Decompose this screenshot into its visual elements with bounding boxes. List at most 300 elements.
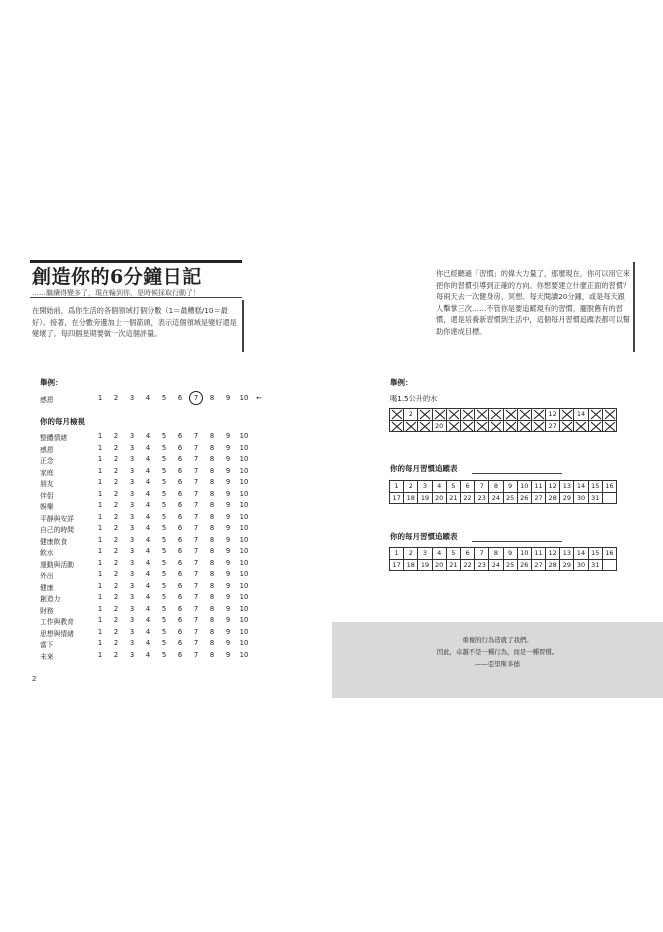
score-option: 5 [161,443,167,452]
score-option: 9 [225,512,231,521]
review-category: 正念 [40,457,54,465]
review-row [40,605,270,617]
score-option: 7 [193,443,199,452]
tracker-day-cell: 5 [446,481,460,493]
score-option: 2 [113,524,119,532]
tracker-day-cell: 1 [390,481,404,493]
tracker-title-2: 你的每月習慣追蹤表 [390,532,458,541]
checked-day-cell [560,420,574,432]
score-option: 5 [161,639,167,647]
review-category: 感恩 [40,445,54,454]
score-option: 10 [239,616,249,624]
score-option: 1 [97,432,103,440]
score-option: 1 [97,650,103,659]
score-option: 4 [145,616,151,624]
review-row [40,536,270,548]
page-number: 2 [32,675,37,683]
score-option: 1 [97,535,103,544]
review-row [40,490,270,502]
tracker-day-cell: 19 [418,559,432,571]
tracker-day-cell: 29 [560,492,574,504]
score-option: 1 [97,478,103,486]
score-option: 5 [161,524,167,532]
score-option: 4 [145,478,151,486]
score-option: 9 [225,627,231,636]
tracker-day-cell: 27 [531,492,545,504]
score-option: 7 [193,627,199,636]
review-category: 伴侶 [40,491,54,500]
score-option: 6 [177,616,183,624]
cross-mark-icon [561,409,573,420]
score-option: 5 [161,432,167,440]
score-option: 5 [161,650,167,659]
score-option: 5 [161,489,167,498]
score-option: 7 [193,455,199,463]
circled-score: 7 [191,394,201,402]
score-option: 4 [145,466,151,475]
score-option: 4 [145,604,151,613]
score-option: 10 [239,650,249,659]
tracker-day-cell: 20 [432,559,446,571]
score-option: 10 [239,604,249,613]
score-option: 3 [129,489,135,498]
cross-mark-icon [462,409,474,420]
score-option: 10 [239,524,249,532]
review-row [40,547,270,559]
checked-day-cell [475,420,489,432]
score-option: 4 [145,535,151,544]
intro-text: 在開始前，爲你生活的各個領域打個分數（1＝最糟糕/10＝最好）。接著，在分數旁邊加上一個箭頭，表示這個領域是變好還是變壞了。每四個星期要做一次這個評量。 [32,306,237,338]
score-option: 1 [97,627,103,636]
score-option: 10 [239,501,249,509]
score-option: 9 [225,616,231,624]
score-option: 6 [177,547,183,555]
score-option: 5 [161,501,167,509]
score-option: 3 [129,443,135,452]
tracker-day-cell: 30 [574,492,588,504]
score-option: 3 [129,616,135,624]
score-option: 10 [239,512,249,521]
score-option: 8 [209,547,215,555]
score-option: 6 [177,535,183,544]
review-category: 飲水 [40,549,54,557]
score-option: 5 [161,455,167,463]
cross-mark-icon [462,421,474,432]
score-option: 4 [145,581,151,590]
score-option: 6 [177,581,183,590]
cross-mark-icon [505,421,517,432]
score-option: 3 [129,639,135,647]
score-option: 9 [225,501,231,509]
checked-day-cell [602,420,616,432]
cross-mark-icon [590,409,602,420]
score-option: 8 [209,443,215,452]
tracker-day-cell: 26 [517,559,531,571]
score-option: 3 [129,650,135,659]
score-option: 3 [129,455,135,463]
score-option: 9 [225,581,231,590]
score-option: 2 [113,466,119,475]
tracker-day-cell: 7 [475,481,489,493]
review-row [40,570,270,582]
review-category: 平靜與安詳 [40,514,74,523]
score-option: 4 [145,524,151,532]
score-option: 7 [193,501,199,509]
score-option: 7 [193,547,199,555]
score-option: 2 [113,535,119,544]
cross-mark-icon [533,421,545,432]
tracker-day-cell: 22 [460,559,474,571]
score-option: 2 [113,443,119,452]
review-row [40,593,270,605]
review-category: 自己的時間 [40,526,74,534]
score-option: 2 [113,489,119,498]
checked-day-cell [489,420,503,432]
score-option: 1 [97,466,103,475]
cross-mark-icon [505,409,517,420]
habit-tracker-table-2 [389,547,617,571]
tracker-day-cell: 15 [588,548,602,560]
cross-mark-icon [405,421,417,432]
checked-day-cell [560,409,574,421]
score-option: 10 [239,443,249,452]
tracker-day-cell: 13 [560,481,574,493]
score-option: 8 [209,558,215,567]
tracker-day-cell: 31 [588,492,602,504]
score-option: 2 [113,455,119,463]
score-option: 1 [97,616,103,624]
score-option: 10 [239,478,249,486]
score-option: 7 [193,524,199,532]
score-option: 5 [161,547,167,555]
score-option: 7 [193,593,199,601]
checked-day-cell [446,420,460,432]
score-option: 8 [209,432,215,440]
tracker-day-cell: 11 [531,548,545,560]
score-option: 3 [129,535,135,544]
score-option: 8 [209,455,215,463]
score-option: 4 [145,501,151,509]
checked-day-cell [432,409,446,421]
score-option: 1 [97,593,103,601]
score-option: 3 [129,581,135,590]
score-option: 6 [177,455,183,463]
tracker-day-cell: 8 [489,548,503,560]
score-option: 7 [193,432,199,440]
review-row [40,639,270,651]
review-row [40,628,270,640]
score-option: 7 [193,604,199,613]
score-option: 7 [193,512,199,521]
score-option: 1 [97,570,103,578]
score-option: 3 [129,558,135,567]
score-option: 1 [97,512,103,521]
score-option: 9 [225,478,231,486]
checked-day-cell [390,409,404,421]
score-option: 5 [161,593,167,601]
review-row [40,524,270,536]
score-option: 1 [97,558,103,567]
score-option: 3 [129,524,135,532]
score-option: 9 [225,443,231,452]
score-option: 6 [177,639,183,647]
review-category: 未來 [40,652,54,661]
checked-day-cell [489,409,503,421]
tracker-day-cell: 24 [489,492,503,504]
quote-line-2: 因此，卓越不是一種行為，而是一種習慣。 [436,648,559,656]
right-example-label: 舉例： [390,378,413,387]
score-option: 6 [177,443,183,452]
score-option: 5 [161,570,167,578]
score-option: 7 [193,581,199,590]
tracker-day-cell: 27 [546,420,560,432]
review-category: 家庭 [40,468,54,477]
tracker-day-cell: 9 [503,548,517,560]
checked-day-cell [531,420,545,432]
review-category: 整體情緒 [40,434,68,442]
cross-mark-icon [419,421,431,432]
tracker-day-cell: 25 [503,492,517,504]
tracker-day-cell: 14 [574,548,588,560]
score-option: 8 [209,650,215,659]
checked-day-cell [588,409,602,421]
review-category: 娛樂 [40,503,54,511]
checked-day-cell [446,409,460,421]
tracker-day-cell: 19 [418,492,432,504]
review-row [40,616,270,628]
cross-mark-icon [490,409,502,420]
review-category: 健康 [40,583,54,592]
arrow-icon: ← [256,394,262,402]
checked-day-cell [475,409,489,421]
review-category: 健康飲食 [40,537,68,546]
review-row [40,651,270,663]
checked-day-cell [602,409,616,421]
tracker-day-cell: 9 [503,481,517,493]
score-option: 8 [209,489,215,498]
score-option: 9 [225,639,231,647]
tracker-day-cell: 12 [546,481,560,493]
tracker-day-cell: 25 [503,559,517,571]
score-option: 9 [225,650,231,659]
score-option: 2 [113,478,119,486]
score-option: 7 [193,466,199,475]
tracker-day-cell: 24 [489,559,503,571]
tracker-day-cell: 21 [446,492,460,504]
score-option: 7 [193,478,199,486]
score-option: 6 [177,432,183,440]
review-row [40,559,270,571]
score-option: 5 [161,478,167,486]
checked-day-cell [517,420,531,432]
score-option: 1 [97,489,103,498]
cross-mark-icon [476,409,488,420]
score-option: 5 [161,581,167,590]
score-option: 1 [97,639,103,647]
score-option: 8 [209,593,215,601]
score-option: 4 [145,627,151,636]
cross-mark-icon [419,409,431,420]
score-option: 3 [129,604,135,613]
score-option: 2 [113,639,119,647]
score-option: 8 [209,570,215,578]
tracker-day-cell: 14 [574,409,588,421]
cross-mark-icon [448,409,460,420]
tracker-day-cell: 2 [404,548,418,560]
score-option: 3 [129,512,135,521]
tracker-day-cell: 8 [489,481,503,493]
score-option: 7 [193,570,199,578]
tracker-day-cell: 21 [446,559,460,571]
checked-day-cell [574,420,588,432]
score-option: 8 [209,524,215,532]
tracker-day-cell [602,559,616,571]
tracker-day-cell: 12 [546,548,560,560]
review-category: 運動與活動 [40,560,74,569]
score-option: 8 [209,639,215,647]
example-habit: 喝1.5公升的水 [390,394,438,403]
score-option: 2 [113,616,119,624]
checked-day-cell [460,409,474,421]
checked-day-cell [503,409,517,421]
score-option: 7 [193,535,199,544]
review-category: 外出 [40,572,54,580]
score-option: 1 [97,501,103,509]
score-option: 8 [209,501,215,509]
example-tracker-table [389,408,617,432]
checked-day-cell [460,420,474,432]
review-category: 思想與情緒 [40,629,74,638]
cross-mark-icon [575,421,587,432]
cross-mark-icon [604,421,616,432]
score-option: 2 [113,593,119,601]
score-option: 6 [177,604,183,613]
score-option: 1 [97,455,103,463]
score-option: 4 [145,489,151,498]
score-option: 1 [97,581,103,590]
cross-mark-icon [490,421,502,432]
tracker-title-line-1 [472,473,562,474]
score-option: 10 [239,581,249,590]
score-option: 3 [129,501,135,509]
score-option: 8 [209,604,215,613]
score-option: 3 [129,466,135,475]
score-option: 5 [161,512,167,521]
tracker-day-cell [602,492,616,504]
score-option: 7 [193,558,199,567]
example-row-name: 感恩 [40,396,54,404]
tracker-day-cell: 10 [517,481,531,493]
score-option: 6 [177,570,183,578]
quote-author: ——亞里斯多德 [475,660,520,668]
tracker-day-cell: 20 [432,492,446,504]
tracker-day-cell: 28 [546,492,560,504]
review-row [40,455,270,467]
review-category: 創造力 [40,595,61,603]
score-option: 4 [145,558,151,567]
score-option: 9 [225,547,231,555]
score-option: 10 [239,466,249,475]
score-option: 3 [129,547,135,555]
score-option: 9 [225,489,231,498]
score-option: 7 [193,650,199,659]
score-option: 3 [129,432,135,440]
score-option: 9 [225,535,231,544]
tracker-day-cell: 20 [432,420,446,432]
score-option: 2 [113,512,119,521]
tracker-day-cell: 31 [588,559,602,571]
score-option: 9 [225,455,231,463]
score-option: 6 [177,489,183,498]
checked-day-cell [503,420,517,432]
score-option: 10 [239,570,249,578]
cross-mark-icon [604,409,616,420]
tracker-day-cell: 16 [602,481,616,493]
checked-day-cell [390,420,404,432]
score-option: 8 [209,535,215,544]
tracker-day-cell: 17 [390,492,404,504]
score-option: 10 [239,547,249,555]
tracker-day-cell: 23 [475,559,489,571]
checked-day-cell [418,409,432,421]
score-option: 8 [209,627,215,636]
score-option: 2 [113,501,119,509]
tracker-day-cell: 18 [404,559,418,571]
tracker-day-cell: 18 [404,492,418,504]
review-row [40,444,270,456]
review-row [40,513,270,525]
score-option: 3 [129,627,135,636]
tracker-day-cell: 2 [404,409,418,421]
score-option: 6 [177,524,183,532]
score-option: 4 [145,512,151,521]
score-option: 9 [225,604,231,613]
score-option: 6 [177,478,183,486]
checked-day-cell [404,420,418,432]
tracker-day-cell: 27 [531,559,545,571]
checked-day-cell [588,420,602,432]
score-option: 4 [145,443,151,452]
monthly-review-label: 你的每月檢視 [40,417,85,426]
score-option: 6 [177,512,183,521]
score-option: 10 [239,432,249,440]
score-option: 9 [225,593,231,601]
review-category: 當下 [40,641,54,649]
score-option: 2 [113,581,119,590]
quote-line-1: 重複的行為造就了我們。 [462,636,533,644]
tracker-title-1: 你的每月習慣追蹤表 [390,464,458,473]
right-intro-side-bar [633,262,635,352]
review-row [40,501,270,513]
score-option: 7 [193,616,199,624]
score-option: 8 [209,466,215,475]
cross-mark-icon [434,409,446,420]
score-option: 8 [209,512,215,521]
page-title: 創造你的6分鐘日記 [32,266,202,288]
tracker-day-cell: 16 [602,548,616,560]
score-option: 1 [97,547,103,555]
title-rule [30,297,242,298]
cross-mark-icon [590,421,602,432]
score-option: 9 [225,466,231,475]
review-row [40,432,270,444]
cross-mark-icon [391,421,403,432]
score-option: 2 [113,432,119,440]
review-category: 朋友 [40,480,54,488]
cross-mark-icon [519,421,531,432]
score-option: 1 [97,443,103,452]
score-option: 3 [129,593,135,601]
